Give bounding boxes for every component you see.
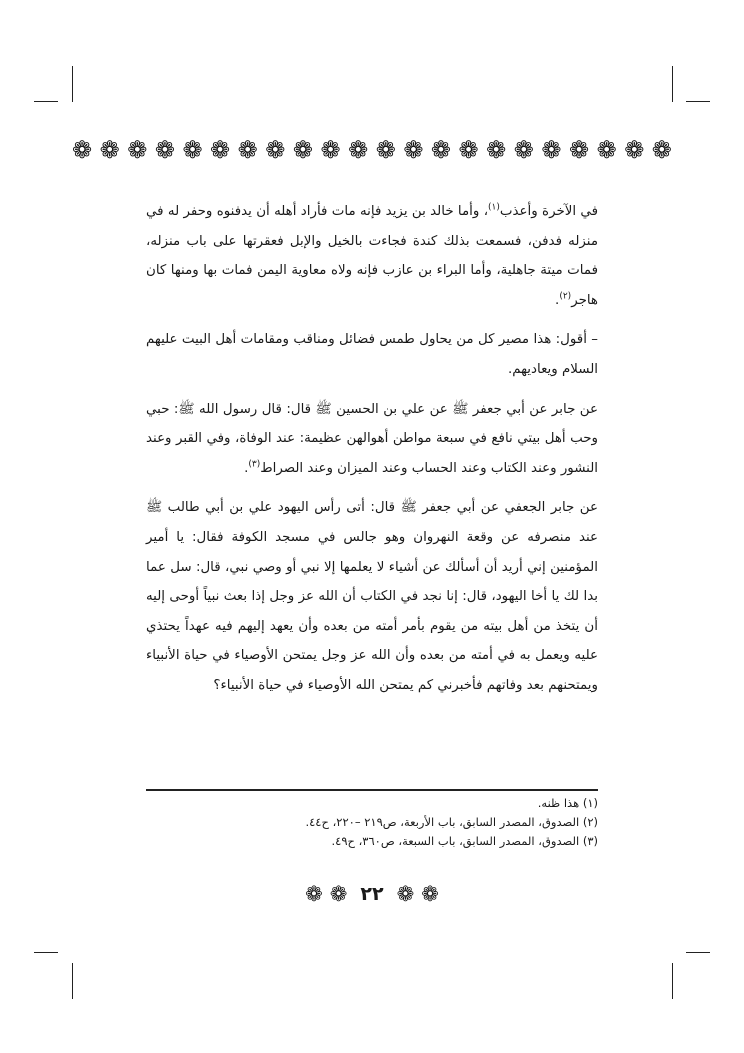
flower-ornament-icon: ❁ (348, 136, 369, 164)
flower-ornament-icon: ❁ (265, 136, 286, 164)
flower-ornament-icon: ❁ (596, 136, 617, 164)
flower-ornament-icon: ❁ (396, 882, 415, 906)
flower-ornament-icon: ❁ (513, 136, 534, 164)
flower-ornament-icon: ❁ (486, 136, 507, 164)
crop-mark (686, 101, 710, 102)
flower-ornament-icon: ❁ (237, 136, 258, 164)
crop-mark (686, 952, 710, 953)
flower-ornament-icon: ❁ (430, 136, 452, 164)
page-number-block (0, 882, 744, 906)
paragraph-4: عن جابر الجعفي عن أبي جعفر ﷺ قال: أتى رأس اليهود علي بن أبي طالب ﷺ عند منصرفه عن وقعة النهروان وهو جالس في مسجد الكوفة فقال: يا أمير المؤمنين إني أريد أن أسألك عن أشياء لا يعلمها إلا نبي أو وصي نبي، قال: سل عما بدا لك يا أخا اليهود، قال: إنا نجد في الكتاب أن الله عز وجل إذا بعث نبياً أوحى إليه أن يتخذ من أهل بيته من يقوم بأمر أمته من بعده وأن يعهد إليهم فيه عهداً يحتذي عليه ويعمل به في أمته من بعده وأن الله عز وجل يمتحن الأوصياء في حياة الأنبياء ويمتحنهم بعد وفاتهم فأخبرني كم يمتحن الله الأوصياء في حياة الأنبياء؟ (146, 500, 598, 693)
footnote-ref-2: (٢) (559, 291, 572, 302)
paragraph-1: في الآخرة وأعذب$^{(١)}$، وأما خالد بن يزيد فإنه مات فأراد أهله أن يدفنوه وحفر له في منزله فدفن، فسمعت بذلك كندة فجاءت بالخيل والإبل فعقرتها على باب منزله، فمات ميتة جاهلية، وأما البراء بن عازب فإنه ولاه معاوية اليمن فمات بها ومنها كان هاجر$^{(٢)}$. (146, 202, 598, 308)
footnote-divider (146, 789, 598, 791)
crop-mark (34, 952, 58, 953)
footnote-1: (١) هذا ظنه. (537, 796, 598, 810)
flower-ornament-icon: ❁ (329, 882, 348, 906)
flower-ornament-icon: ❁ (403, 136, 424, 164)
flower-ornament-icon: ❁ (72, 136, 93, 164)
flower-ornament-icon: ❁ (292, 136, 313, 164)
flower-ornament-icon: ❁ (320, 136, 341, 164)
page-body (146, 197, 598, 711)
paragraph-2: – أقول: هذا مصير كل من يحاول طمس فضائل ومناقب ومقامات أهل البيت عليهم السلام ويعاديهم. (146, 332, 598, 377)
flower-ornament-icon: ❁ (99, 136, 120, 164)
footnote-2: (٢) الصدوق، المصدر السابق، باب الأربعة، ص٢١٩ –٢٢٠، ح٤٤. (305, 815, 598, 829)
ornament-border (72, 136, 672, 164)
flower-ornament-icon: ❁ (305, 882, 323, 906)
flower-ornament-icon: ❁ (651, 136, 672, 164)
page-number: ٢٢ (360, 883, 384, 905)
flower-ornament-icon: ❁ (568, 136, 590, 164)
flower-ornament-icon: ❁ (182, 136, 203, 164)
flower-ornament-icon: ❁ (541, 136, 562, 164)
crop-mark (72, 963, 73, 999)
flower-ornament-icon: ❁ (421, 882, 439, 906)
flower-ornament-icon: ❁ (458, 136, 479, 164)
crop-mark (72, 66, 73, 102)
crop-mark (672, 66, 673, 102)
paragraph-3: عن جابر عن أبي جعفر ﷺ عن علي بن الحسين ﷺ قال: قال رسول الله ﷺ: حبي وحب أهل بيتي نافع في سبعة مواطن أهوالهن عظيمة: عند الوفاة، وفي القبر وعند النشور وعند الكتاب وعند الحساب وعند الميزان وعند الصراط$^{(٣)}$. (146, 401, 598, 476)
footnote-ref-1: (١) (488, 202, 500, 213)
footnote-ref-3: (٣) (248, 459, 261, 470)
flower-ornament-icon: ❁ (210, 136, 231, 164)
flower-ornament-icon: ❁ (127, 136, 148, 164)
flower-ornament-icon: ❁ (154, 136, 175, 164)
flower-ornament-icon: ❁ (375, 136, 396, 164)
footnotes (146, 794, 598, 851)
footnote-3: (٣) الصدوق، المصدر السابق، باب السبعة، ص٣٦٠، ح٤٩. (331, 834, 598, 848)
crop-mark (34, 101, 58, 102)
flower-ornament-icon: ❁ (624, 136, 645, 164)
crop-mark (672, 963, 673, 999)
